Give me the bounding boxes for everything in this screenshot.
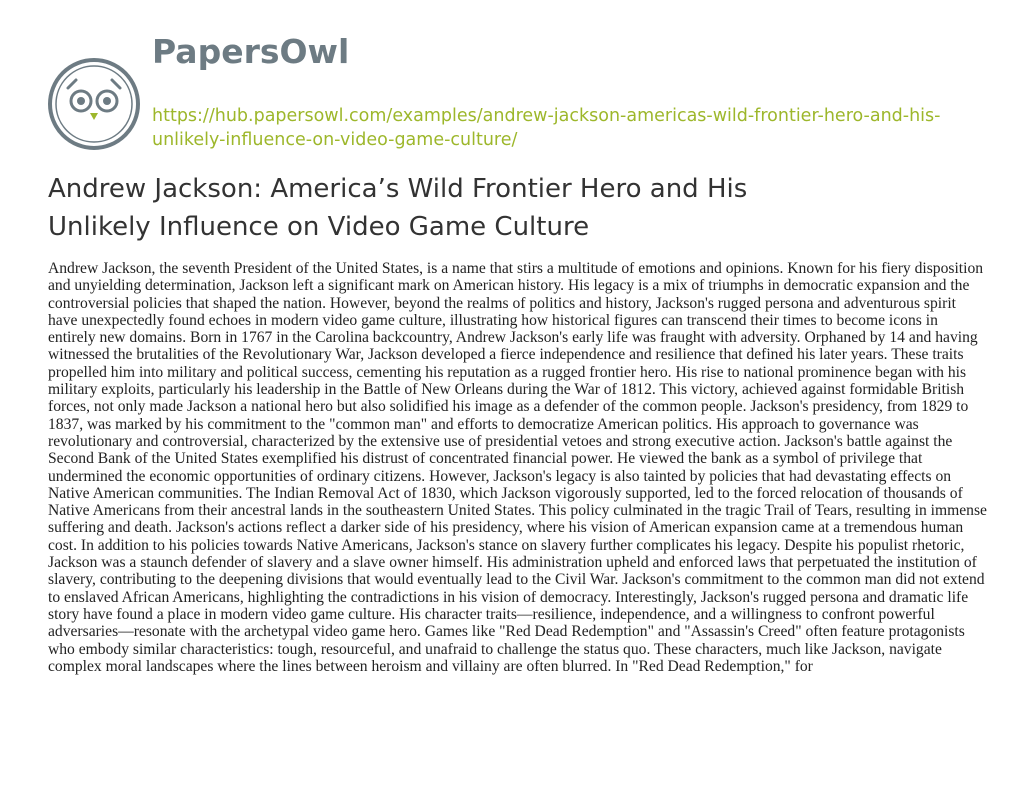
- article-body: Andrew Jackson, the seventh President of the United States, is a name that stirs a multitude of emotions and opinions. Known for his fiery disposition and unyielding determination, Jackson left a significant mark on American history. His legacy is a mix of triumphs in democratic expansion and the controversial policies that shaped the nation. However, beyond the realms of politics and history, Jackson's rugged persona and adventurous spirit have unexpectedly found echoes in modern video game culture, illustrating how historical figures can transcend their times to become icons in entirely new domains. Born in 1767 in the Carolina backcountry, Andrew Jackson's early life was fraught with adversity. Orphaned by 14 and having witnessed the brutalities of the Revolutionary War, Jackson developed a fierce independence and resilience that defined his later years. These traits propelled him into military and political success, cementing his reputation as a rugged frontier hero. His rise to national prominence began with his military exploits, particularly his leadership in the Battle of New Orleans during the War of 1812. This victory, achieved against formidable British forces, not only made Jackson a national hero but also solidified his image as a defender of the common people. Jackson's presidency, from 1829 to 1837, was marked by his commitment to the "common man" and efforts to democratize American politics. His approach to governance was revolutionary and controversial, characterized by the extensive use of presidential vetoes and strong executive action. Jackson's battle against the Second Bank of the United States exemplified his distrust of concentrated financial power. He viewed the bank as a symbol of privilege that undermined the economic opportunities of ordinary citizens. However, Jackson's legacy is also tainted by policies that had devastating effects on Native American communities. The Indian Removal Act of 1830, which Jackson vigorously supported, led to the forced relocation of thousands of Native Americans from their ancestral lands in the southeastern United States. This policy culminated in the tragic Trail of Tears, resulting in immense suffering and death. Jackson's actions reflect a darker side of his presidency, where his vision of American expansion came at a tremendous human cost. In addition to his policies towards Native Americans, Jackson's stance on slavery further complicates his legacy. Despite his populist rhetoric, Jackson was a staunch defender of slavery and a slave owner himself. His administration upheld and enforced laws that perpetuated the institution of slavery, contributing to the deepening divisions that would eventually lead to the Civil War. Jackson's commitment to the common man did not extend to enslaved African Americans, highlighting the contradictions in his vision of democracy. Interestingly, Jackson's rugged persona and dramatic life story have found a place in modern video game culture. His character traits—resilience, independence, and a willingness to confront powerful adversaries—resonate with the archetypal video game hero. Games like "Red Dead Redemption" and "Assassin's Creed" often feature protagonists who embody similar characteristics: tough, resourceful, and unafraid to challenge the status quo. These characters, much like Jackson, navigate complex moral landscapes where the lines between heroism and villainy are often blurred. In "Red Dead Redemption," for: [48, 260, 987, 675]
- site-header: [48, 32, 988, 162]
- source-url-link[interactable]: https://hub.papersowl.com/examples/andrew-jackson-americas-wild-frontier-hero-and-his-unlikely-influence-on-video-game-culture/: [152, 106, 941, 150]
- brand-name: PapersOwl: [152, 32, 350, 71]
- owl-logo-icon: [48, 58, 140, 150]
- article-title: Andrew Jackson: America’s Wild Frontier Hero and His Unlikely Influence on Video Game Culture: [48, 174, 748, 242]
